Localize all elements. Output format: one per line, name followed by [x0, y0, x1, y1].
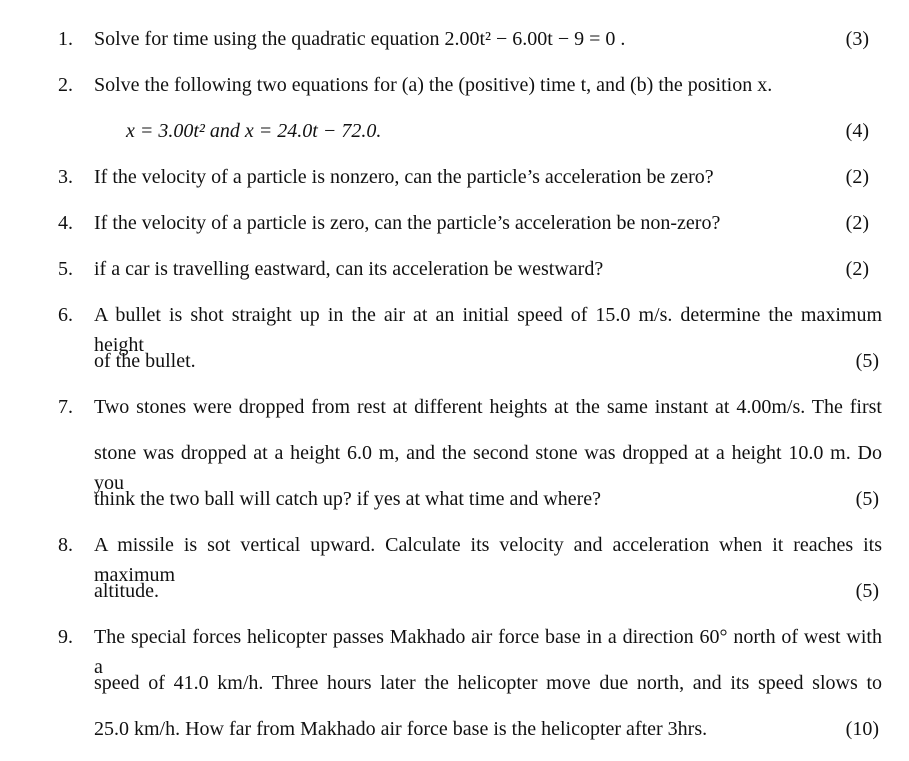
question-7	[0, 392, 909, 422]
question-text: A missile is sot vertical upward. Calculate its velocity and acceleration when it reaches its maximum	[94, 534, 882, 586]
question-9-continued	[0, 714, 909, 744]
question-text: think the two ball will catch up? if yes at what time and where?	[94, 488, 602, 510]
question-text: Solve the following two equations for (a) the (positive) time t, and (b) the position x.	[94, 74, 773, 96]
question-marks: (2)	[845, 212, 869, 234]
question-number: 3.	[58, 166, 73, 188]
question-3	[0, 162, 909, 192]
question-text: If the velocity of a particle is zero, can the particle’s acceleration be non-zero?	[94, 212, 721, 234]
question-2-equations	[0, 116, 909, 146]
question-1	[0, 24, 909, 54]
question-marks: (2)	[845, 258, 869, 280]
question-text: altitude.	[94, 580, 159, 602]
question-number: 4.	[58, 212, 73, 234]
question-6-continued	[0, 346, 909, 376]
question-text: If the velocity of a particle is nonzero, can the particle’s acceleration be zero?	[94, 166, 714, 188]
question-marks: (3)	[845, 28, 869, 50]
question-number: 8.	[58, 534, 73, 556]
question-number: 7.	[58, 396, 73, 418]
question-text: Two stones were dropped from rest at different heights at the same instant at 4.00m/s. The first	[94, 396, 882, 418]
question-number: 9.	[58, 626, 73, 648]
question-8-continued	[0, 576, 909, 606]
question-marks: (2)	[845, 166, 869, 188]
question-text: speed of 41.0 km/h. Three hours later the helicopter move due north, and its speed slows to	[94, 672, 882, 694]
question-text: A bullet is shot straight up in the air at an initial speed of 15.0 m/s. determine the maximum height	[94, 304, 882, 356]
question-marks: (4)	[845, 120, 869, 142]
question-number: 5.	[58, 258, 73, 280]
question-text: 25.0 km/h. How far from Makhado air force base is the helicopter after 3hrs.	[94, 718, 708, 740]
equation-text: x = 3.00t² and x = 24.0t − 72.0.	[126, 120, 382, 142]
question-marks: (10)	[845, 718, 879, 740]
question-9	[0, 622, 909, 678]
question-text: of the bullet.	[94, 350, 196, 372]
question-text: Solve for time using the quadratic equation 2.00t² − 6.00t − 9 = 0 .	[94, 28, 626, 50]
question-6	[0, 300, 909, 356]
question-number: 6.	[58, 304, 73, 326]
question-7-continued	[0, 438, 909, 494]
question-2	[0, 70, 909, 100]
question-marks: (5)	[855, 350, 879, 372]
question-text: if a car is travelling eastward, can its acceleration be westward?	[94, 258, 604, 280]
question-9-continued	[0, 668, 909, 698]
question-8	[0, 530, 909, 586]
question-7-continued	[0, 484, 909, 514]
question-text: The special forces helicopter passes Makhado air force base in a direction 60° north of west with a	[94, 626, 882, 678]
question-number: 1.	[58, 28, 73, 50]
question-4	[0, 208, 909, 238]
question-marks: (5)	[855, 488, 879, 510]
question-5	[0, 254, 909, 284]
question-number: 2.	[58, 74, 73, 96]
question-text: stone was dropped at a height 6.0 m, and the second stone was dropped at a height 10.0 m. Do you	[94, 442, 882, 494]
question-marks: (5)	[855, 580, 879, 602]
